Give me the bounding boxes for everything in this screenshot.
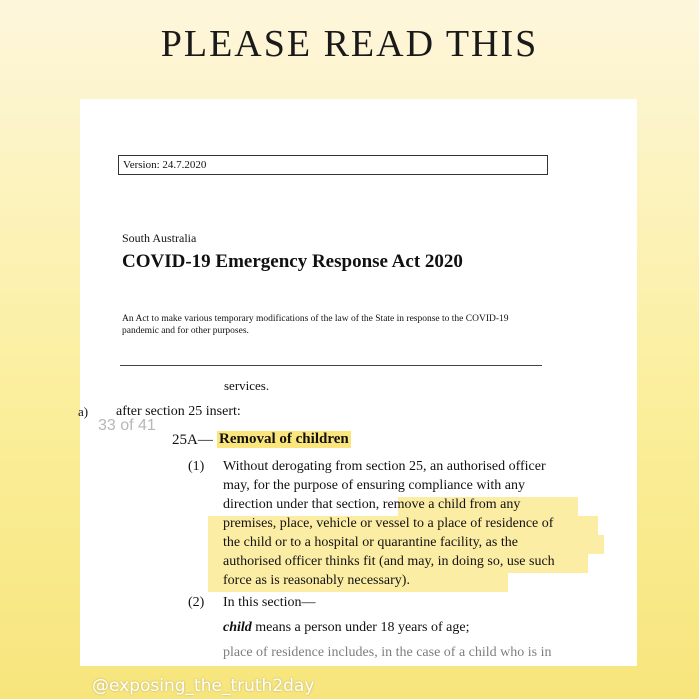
services-text: services. [224,378,270,393]
subsection-line: premises, place, vehicle or vessel to a place of residence of [223,516,554,531]
section-number: 25A— [172,432,213,448]
subsection-line: Without derogating from section 25, an authorised officer [223,459,546,474]
document-page [80,99,637,666]
divider-line [120,365,542,366]
state-label: South Australia [122,231,197,245]
headline: PLEASE READ THIS [160,23,539,65]
subsection-line: authorised officer thinks fit (and may, in doing so, use such [223,554,555,569]
act-title: COVID-19 Emergency Response Act 2020 [122,251,463,272]
watermark-handle: @exposing_the_truth2day [92,676,315,696]
version-box: Version: 24.7.2020 [118,155,548,175]
cut-off-line: place of residence includes, in the case of a child who is in [223,645,552,660]
amendment-marker: a) [78,404,89,419]
amendment-text: after section 25 insert: [116,404,241,419]
subsection-line: direction under that section, remove a child from any [223,497,521,512]
section-heading: Removal of children [219,431,349,447]
definition-term: child [223,620,252,635]
page-indicator: 33 of 41 [98,417,156,434]
act-long-title: An Act to make various temporary modifications of the law of the State in response to the COVID-19 pandemic and for other purposes. [122,314,509,336]
definition [223,620,469,636]
definition-text: means a person under 18 years of age; [251,620,470,635]
subsection-line: force as is reasonably necessary). [223,573,410,588]
subsection-number: (1) [188,459,205,474]
subsection-number: (2) [188,595,205,610]
subsection-line: the child or to a hospital or quarantine facility, as the [223,535,518,550]
subsection-text: In this section— [223,595,316,610]
subsection-line: may, for the purpose of ensuring compliance with any [223,478,525,493]
